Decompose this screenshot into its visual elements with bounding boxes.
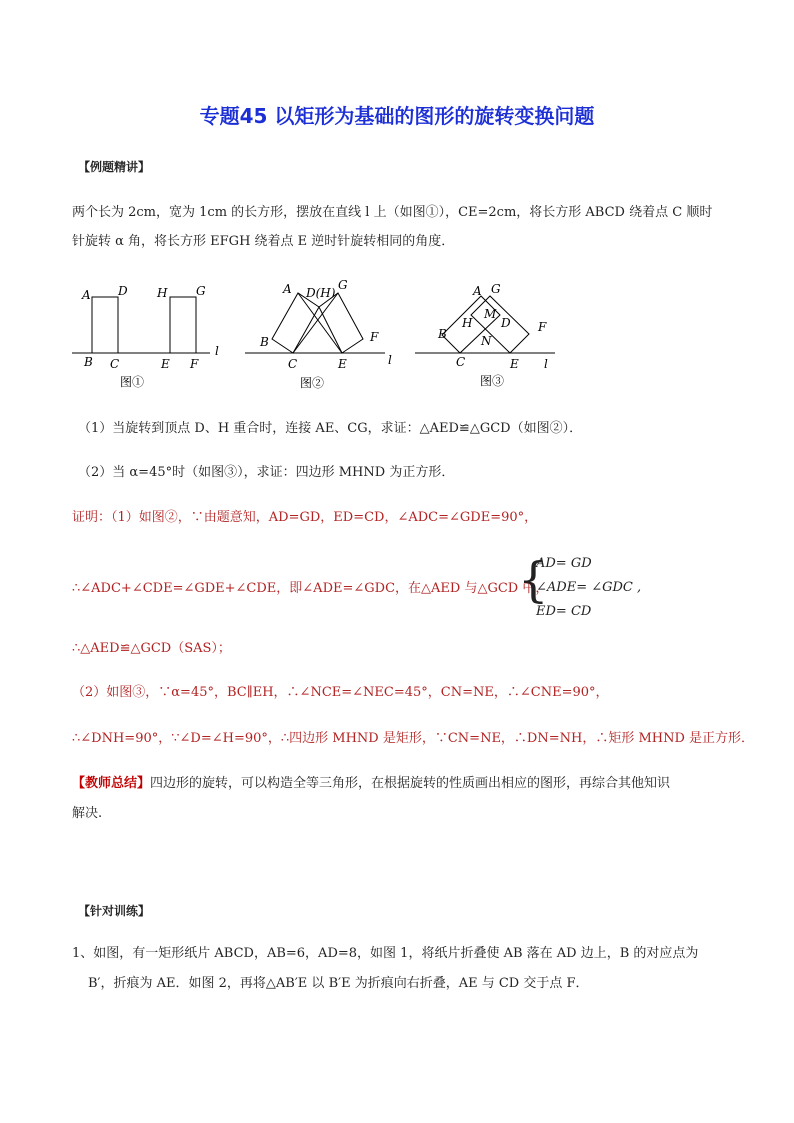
rectangle-efgh	[170, 297, 196, 353]
label-l: l	[388, 353, 392, 367]
label-l: l	[215, 344, 219, 358]
label-c: C	[288, 357, 298, 371]
figure-2	[245, 278, 392, 390]
congruence-system	[536, 552, 641, 624]
rectangle-abcd-rotated	[272, 293, 319, 353]
proof-line-3: ∴△AED≌△GCD（SAS）；	[72, 641, 231, 656]
label-a: A	[82, 288, 91, 302]
label-h: H	[157, 286, 168, 300]
label-g: G	[338, 278, 348, 292]
label-g: G	[196, 284, 206, 298]
label-h: H	[462, 316, 473, 330]
system-line-2: ∠ADE= ∠GDC ,	[536, 580, 642, 595]
exercise-line-1: 1、如图，有一矩形纸片 ABCD，AB=6，AD=8，如图 1，将纸片折叠使 AB 落在 AD 边上，B 的对应点为	[72, 946, 699, 961]
segment-ae	[298, 293, 342, 353]
figure-2-caption: 图②	[300, 376, 325, 390]
label-c: C	[110, 357, 120, 371]
label-f: F	[190, 357, 199, 371]
label-e: E	[338, 357, 347, 371]
summary-label: 【教师总结】	[72, 776, 151, 791]
teacher-summary	[72, 774, 670, 794]
system-line-3: ED= CD	[536, 604, 592, 619]
label-b: B	[260, 335, 269, 349]
summary-text-1: 四边形的旋转，可以构造全等三角形，在根据旋转的性质画出相应的图形，再综合其他知识	[150, 776, 671, 791]
label-l: l	[544, 357, 548, 371]
proof-line-1: 证明：（1）如图②，∵由题意知，AD=GD，ED=CD，∠ADC=∠GDE=90°，	[72, 510, 538, 525]
proof-line-5: ∴∠DNH=90°，∵∠D=∠H=90°，∴四边形 MHND 是矩形，∵CN=NE，∴DN=NH，∴矩形 MHND 是正方形．	[72, 731, 755, 746]
system-line-1: AD= GD	[536, 556, 592, 571]
figure-3	[415, 282, 555, 388]
label-b: B	[438, 327, 447, 341]
question-2: （2）当 α=45°时（如图③），求证：四边形 MHND 为正方形．	[78, 465, 455, 480]
section-heading-practice: 【针对训练】	[78, 904, 151, 918]
proof-line-4: （2）如图③，∵α=45°，BC∥EH，∴∠NCE=∠NEC=45°，CN=NE，∴∠CNE=90°，	[72, 685, 609, 700]
segment-cg	[293, 293, 338, 353]
label-e: E	[161, 357, 170, 371]
rectangle-efgh-rotated	[319, 293, 363, 353]
summary-text-2: 解决.	[72, 806, 103, 821]
rectangle-abcd	[92, 297, 118, 353]
exercise-line-2: B′，折痕为 AE．如图 2，再将△AB′E 以 B′E 为折痕向右折叠，AE 与 CD 交于点 F．	[88, 976, 589, 991]
label-f: F	[538, 320, 547, 334]
label-d: D	[501, 316, 511, 330]
section-heading-example: 【例题精讲】	[78, 160, 151, 174]
figure-1	[72, 284, 219, 389]
label-f: F	[370, 330, 379, 344]
label-m: M	[484, 307, 497, 321]
label-a: A	[473, 284, 482, 298]
label-e: E	[510, 357, 519, 371]
question-1: （1）当旋转到顶点 D、H 重合时，连接 AE、CG，求证：△AED≌△GCD（如图②）．	[78, 421, 583, 436]
proof-line-2: ∴∠ADC+∠CDE=∠GDE+∠CDE，即∠ADE=∠GDC，在△AED 与△GCD 中，	[72, 581, 549, 596]
figure-3-caption: 图③	[480, 374, 505, 388]
label-b: B	[84, 355, 93, 369]
label-d: D	[118, 284, 128, 298]
figures-diagram	[60, 275, 560, 395]
label-g: G	[491, 282, 501, 296]
label-n: N	[481, 334, 492, 348]
label-a: A	[283, 282, 292, 296]
figure-1-caption: 图①	[120, 375, 145, 389]
problem-line-2: 针旋转 α 角，将长方形 EFGH 绕着点 E 逆时针旋转相同的角度．	[72, 234, 455, 249]
page-title: 专题45 以矩形为基础的图形的旋转变换问题	[199, 104, 595, 128]
label-dh: D(H)	[306, 286, 336, 300]
rectangle-efgh-rotated	[471, 296, 529, 353]
system-brace: {	[518, 552, 549, 608]
label-c: C	[456, 355, 466, 369]
problem-line-1: 两个长为 2cm，宽为 1cm 的长方形，摆放在直线 l 上（如图①），CE=2cm，将长方形 ABCD 绕着点 C 顺时	[72, 205, 713, 220]
